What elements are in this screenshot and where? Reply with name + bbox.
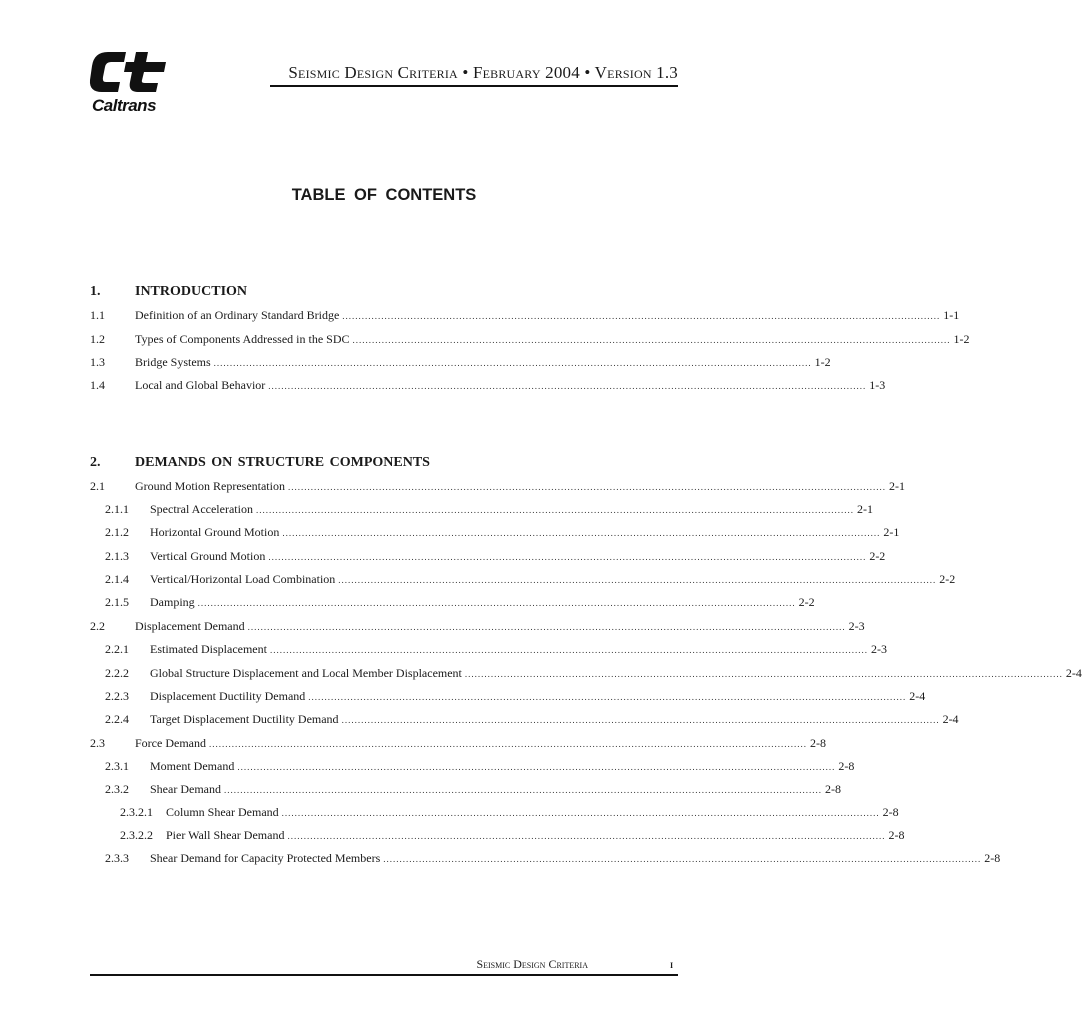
entry-number: 1.2: [90, 332, 105, 346]
entry-page: 2-3: [870, 642, 887, 656]
leader-dots: ........................................................................................................................................................................................: [255, 505, 854, 515]
entry-number: 2.1.1: [105, 502, 129, 516]
toc-entry-1.3[interactable]: [90, 355, 831, 370]
section-title: DEMANDS ON STRUCTURE COMPONENTS: [135, 455, 430, 470]
entry-page: 2-4: [909, 689, 926, 703]
entry-label: Shear Demand: [150, 782, 221, 796]
toc-entry-2.3[interactable]: [90, 736, 826, 751]
entry-page: 2-8: [838, 759, 855, 773]
entry-number: 2.3.3: [105, 851, 129, 865]
entry-page: 2-8: [882, 805, 899, 819]
entry-label: Types of Components Addressed in the SDC: [135, 332, 350, 346]
entry-number: 2.1: [90, 479, 105, 493]
entry-number: 2.3: [90, 736, 105, 750]
entry-number: 2.3.1: [105, 759, 129, 773]
toc-entry-2.2.2[interactable]: [105, 666, 1082, 681]
entry-page: 2-4: [1065, 666, 1082, 680]
leader-dots: ........................................................................................................................................................................................: [268, 552, 867, 562]
entry-number: 1.1: [90, 308, 105, 322]
entry-label: Moment Demand: [150, 759, 235, 773]
entry-label: Column Shear Demand: [166, 805, 279, 819]
entry-label: Shear Demand for Capacity Protected Members: [150, 851, 381, 865]
entry-label: Global Structure Displacement and Local Member Displacement: [150, 666, 462, 680]
entry-number: 2.3.2.1: [120, 805, 153, 819]
leader-dots: ........................................................................................................................................................................................: [237, 762, 836, 772]
entry-label: Estimated Displacement: [150, 642, 267, 656]
toc-entry-1.4[interactable]: [90, 378, 886, 393]
toc-entry-2.1.3[interactable]: [105, 549, 886, 564]
entry-number: 2.1.2: [105, 525, 129, 539]
entry-label: Damping: [150, 595, 195, 609]
entry-label: Target Displacement Ductility Demand: [150, 712, 339, 726]
document-header-title: Seismic Design Criteria • February 2004 • Version 1.3: [288, 63, 678, 82]
entry-page: 2-4: [942, 712, 959, 726]
page-title: TABLE OF CONTENTS: [291, 186, 477, 204]
leader-dots: ........................................................................................................................................................................................: [269, 645, 868, 655]
entry-label: Displacement Ductility Demand: [150, 689, 306, 703]
toc-entry-2.1[interactable]: [90, 479, 905, 494]
leader-dots: ........................................................................................................................................................................................: [383, 854, 982, 864]
entry-page: 2-2: [798, 595, 815, 609]
leader-dots: ........................................................................................................................................................................................: [342, 311, 941, 321]
entry-page: 1-2: [953, 332, 970, 346]
entry-number: 2.2.3: [105, 689, 129, 703]
toc-entry-2.3.3[interactable]: [105, 851, 1001, 866]
header-rule: [270, 85, 678, 87]
toc-entry-2.1.1[interactable]: [105, 502, 873, 517]
entry-number: 2.1.4: [105, 572, 129, 586]
entry-page: 1-1: [943, 308, 960, 322]
entry-page: 2-8: [809, 736, 826, 750]
entry-number: 2.2.4: [105, 712, 129, 726]
toc-entry-2.2[interactable]: [90, 619, 865, 634]
entry-page: 2-3: [848, 619, 865, 633]
entry-label: Bridge Systems: [135, 355, 211, 369]
toc-entry-2.2.4[interactable]: [105, 712, 959, 727]
entry-number: 2.2.1: [105, 642, 129, 656]
leader-dots: ........................................................................................................................................................................................: [352, 335, 951, 345]
entry-label: Horizontal Ground Motion: [150, 525, 280, 539]
entry-page: 1-2: [814, 355, 831, 369]
entry-label: Local and Global Behavior: [135, 378, 266, 392]
entry-page: 2-1: [883, 525, 900, 539]
toc-entry-2.2.3[interactable]: [105, 689, 926, 704]
entry-label: Ground Motion Representation: [135, 479, 285, 493]
entry-label: Displacement Demand: [135, 619, 245, 633]
toc-entry-1.1[interactable]: [90, 308, 960, 323]
entry-number: 2.3.2.2: [120, 828, 153, 842]
entry-label: Force Demand: [135, 736, 206, 750]
entry-page: 2-8: [824, 782, 841, 796]
entry-label: Spectral Acceleration: [150, 502, 253, 516]
toc-entry-2.1.5[interactable]: [105, 595, 815, 610]
entry-number: 2.3.2: [105, 782, 129, 796]
entry-number: 2.2: [90, 619, 105, 633]
toc-entry-2.3.2.2[interactable]: [120, 828, 905, 843]
leader-dots: ........................................................................................................................................................................................: [223, 785, 822, 795]
entry-number: 1.4: [90, 378, 105, 392]
entry-page: 2-2: [869, 549, 886, 563]
section-title: INTRODUCTION: [135, 284, 248, 299]
entry-label: Vertical/Horizontal Load Combination: [150, 572, 336, 586]
leader-dots: ........................................................................................................................................................................................: [281, 808, 880, 818]
entry-page: 2-8: [888, 828, 905, 842]
caltrans-wordmark: Caltrans: [92, 96, 157, 115]
toc-entry-2.2.1[interactable]: [105, 642, 887, 657]
footer-page-number: i: [670, 957, 674, 971]
leader-dots: ........................................................................................................................................................................................: [287, 482, 886, 492]
footer-title: Seismic Design Criteria: [476, 957, 588, 971]
toc-entry-2.3.1[interactable]: [105, 759, 855, 774]
leader-dots: ........................................................................................................................................................................................: [464, 669, 1063, 679]
entry-number: 2.1.5: [105, 595, 129, 609]
entry-page: 1-3: [869, 378, 886, 392]
leader-dots: ........................................................................................................................................................................................: [208, 739, 807, 749]
leader-dots: ........................................................................................................................................................................................: [197, 598, 796, 608]
section-number: 1.: [90, 284, 101, 299]
toc-entry-2.1.2[interactable]: [105, 525, 900, 540]
entry-number: 2.2.2: [105, 666, 129, 680]
toc-entry-2.1.4[interactable]: [105, 572, 956, 587]
entry-page: 2-1: [888, 479, 905, 493]
entry-number: 2.1.3: [105, 549, 129, 563]
leader-dots: ........................................................................................................................................................................................: [247, 622, 846, 632]
entry-label: Vertical Ground Motion: [150, 549, 266, 563]
section-number: 2.: [90, 455, 101, 470]
leader-dots: ........................................................................................................................................................................................: [287, 831, 886, 841]
toc-entry-2.3.2.1[interactable]: [120, 805, 899, 820]
entry-label: Pier Wall Shear Demand: [166, 828, 285, 842]
entry-page: 2-2: [939, 572, 956, 586]
leader-dots: ........................................................................................................................................................................................: [268, 381, 867, 391]
entry-label: Definition of an Ordinary Standard Bridge: [135, 308, 340, 322]
toc-entry-2.3.2[interactable]: [105, 782, 841, 797]
leader-dots: ........................................................................................................................................................................................: [341, 715, 940, 725]
entry-number: 1.3: [90, 355, 105, 369]
toc-entry-1.2[interactable]: [90, 332, 970, 347]
footer-rule: [90, 974, 678, 976]
entry-page: 2-1: [856, 502, 873, 516]
leader-dots: ........................................................................................................................................................................................: [213, 358, 812, 368]
leader-dots: ........................................................................................................................................................................................: [308, 692, 907, 702]
leader-dots: ........................................................................................................................................................................................: [282, 528, 881, 538]
entry-page: 2-8: [984, 851, 1001, 865]
leader-dots: ........................................................................................................................................................................................: [338, 575, 937, 585]
